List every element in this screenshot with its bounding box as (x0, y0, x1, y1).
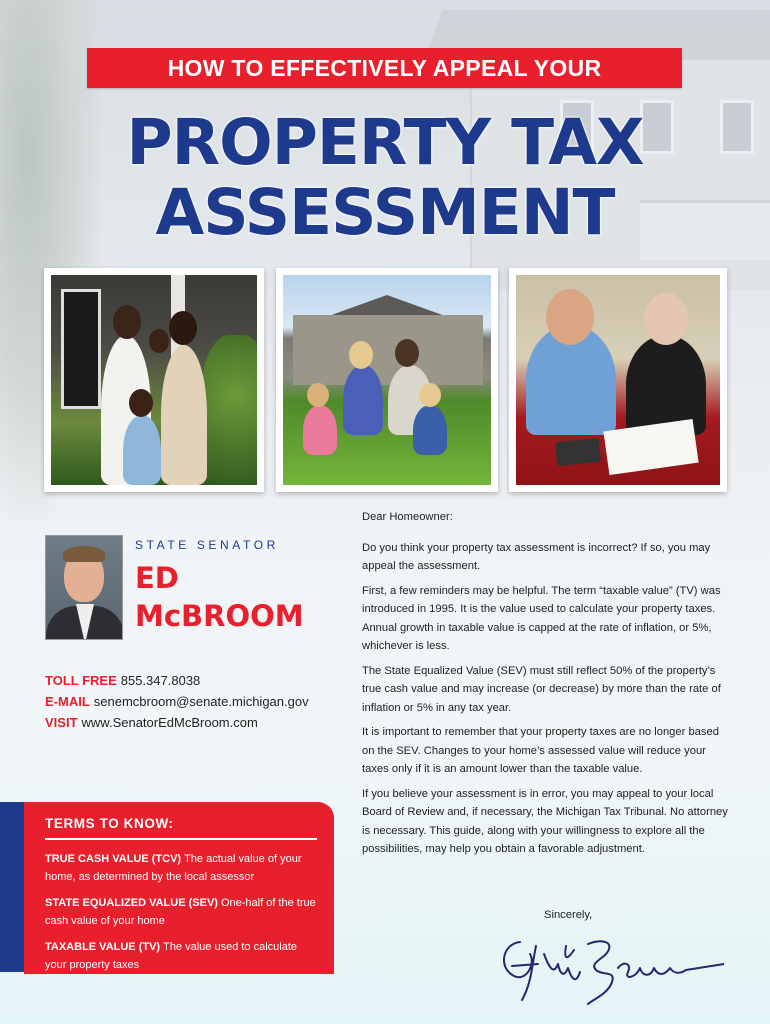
title-line-2: ASSESSMENT (155, 176, 615, 249)
term-item (45, 938, 318, 974)
term-item (45, 894, 318, 930)
terms-divider (45, 838, 317, 840)
letter-paragraph: If you believe your assessment is in error, you may appeal to your local Board of Review and, if necessary, the Michigan Tax Tribunal. No attorney is necessary. This guide, along with your willingness to explore all the possibilities, may help you obtain a favorable adjustment. (362, 787, 728, 855)
term-item (45, 850, 318, 886)
term-name: TRUE CASH VALUE (TCV) (45, 853, 182, 865)
letter-greeting: Dear Homeowner: (362, 511, 453, 523)
contact-email (45, 694, 309, 709)
senator-title: STATE SENATOR (135, 538, 279, 552)
senator-last-name: McBROOM (135, 599, 304, 633)
terms-to-know-box (24, 802, 334, 974)
term-definition: The actual value of your home, as determined by the local assessor (45, 853, 302, 883)
phone-number[interactable]: 855.347.8038 (120, 673, 201, 688)
term-definition: The value used to calculate your property taxes (45, 941, 298, 971)
senator-headshot-photo (45, 535, 123, 640)
letter-paragraph: Do you think your property tax assessment is incorrect? If so, you may appeal the assessment. (362, 541, 711, 572)
email-link[interactable]: senemcbroom@senate.michigan.gov (93, 694, 309, 709)
term-name: STATE EQUALIZED VALUE (SEV) (45, 897, 218, 909)
senator-first-name: ED (135, 561, 179, 595)
term-name: TAXABLE VALUE (TV) (45, 941, 161, 953)
title-line-1: PROPERTY TAX (126, 106, 644, 179)
letter-paragraph: First, a few reminders may be helpful. The term “taxable value” (TV) was introduced in 1995. It is the value used to calculate your property taxes. Annual growth in taxable value is capped at the rate of inflation, or 5%, whichever is less. (362, 584, 721, 652)
terms-accent-bar (0, 802, 24, 972)
visit-label: VISIT (45, 715, 78, 730)
contact-phone (45, 673, 200, 688)
letter-closing: Sincerely, (544, 909, 593, 921)
letter-paragraph: The State Equalized Value (SEV) must still reflect 50% of the property’s true cash value and may increase (or decrease) by more than the rate of inflation or 5% in any tax year. (362, 664, 721, 714)
letter-body (362, 508, 734, 865)
email-label: E-MAIL (45, 694, 90, 709)
term-definition: One-half of the true cash value of your home (45, 897, 316, 927)
terms-title: TERMS TO KNOW: (45, 816, 174, 831)
signature-image (492, 924, 724, 1012)
website-link[interactable]: www.SenatorEdMcBroom.com (81, 715, 258, 730)
couple-doing-paperwork-photo (509, 268, 727, 492)
phone-label: TOLL FREE (45, 673, 117, 688)
headline-banner: HOW TO EFFECTIVELY APPEAL YOUR (87, 48, 682, 88)
contact-website (45, 715, 258, 730)
letter-paragraph: It is important to remember that your property taxes are no longer based on the SEV. Changes to your home’s assessed value will reduce your taxes only if it is an amount lower than the taxable value. (362, 726, 719, 775)
family-at-door-photo (44, 268, 264, 492)
family-on-lawn-photo (276, 268, 498, 492)
